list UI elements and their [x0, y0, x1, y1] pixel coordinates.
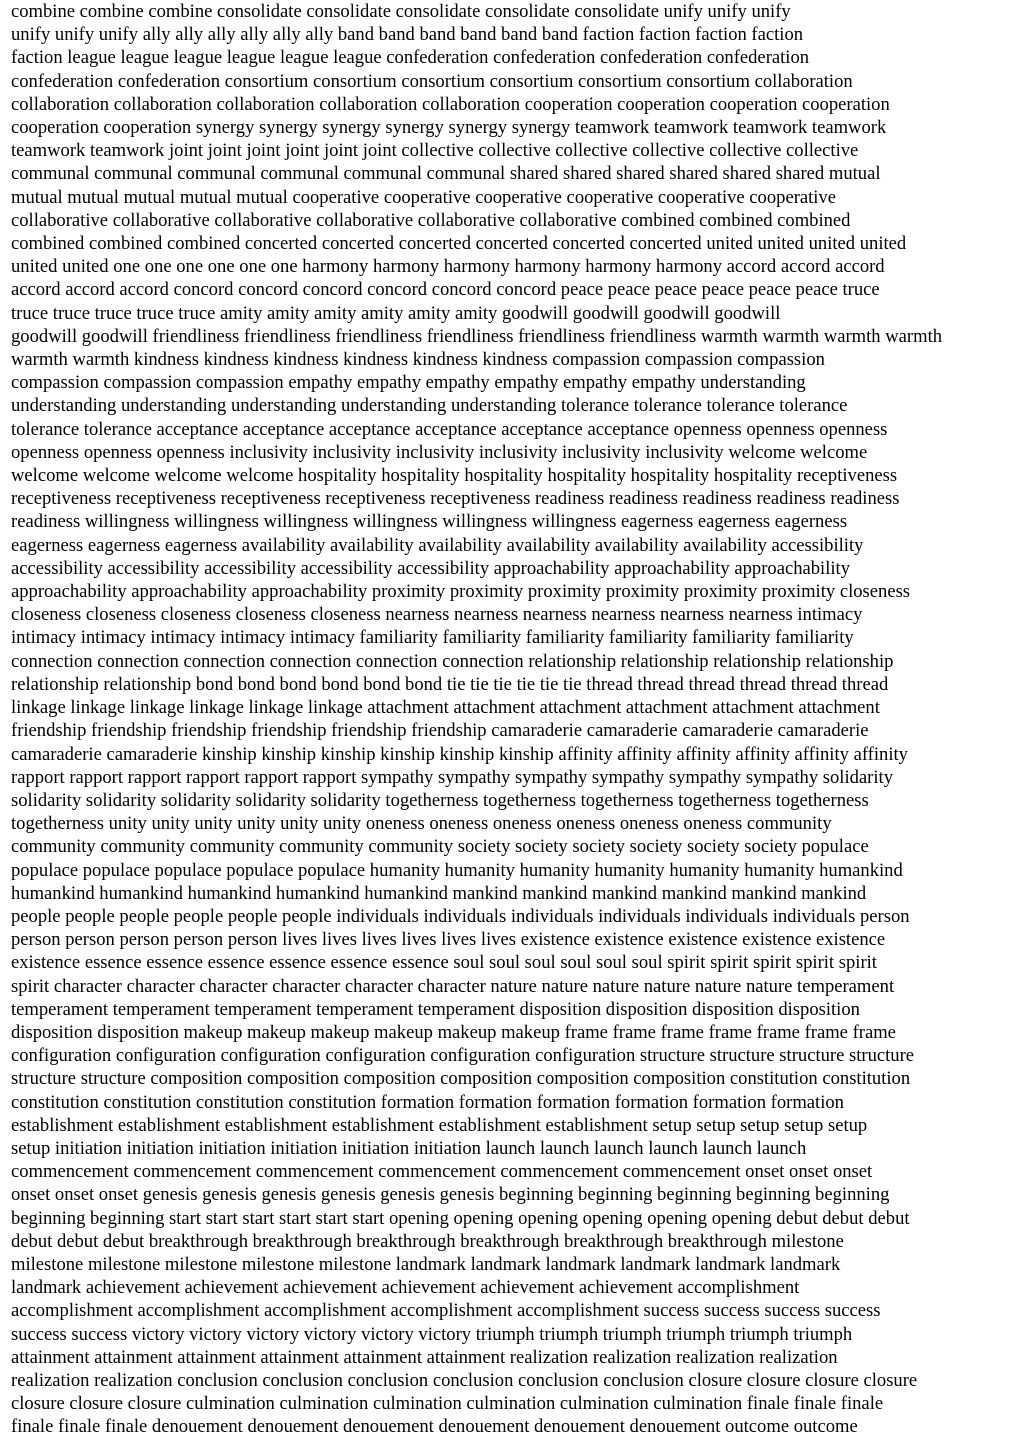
text-line: warmth warmth kindness kindness kindness kindness kindness kindness compassion compassion compassion	[11, 349, 825, 371]
text-line: populace populace populace populace populace humanity humanity humanity humanity humanity humanity humankind	[11, 859, 903, 881]
text-line: milestone milestone milestone milestone milestone landmark landmark landmark landmark landmark landmark	[11, 1253, 841, 1275]
text-line: rapport rapport rapport rapport rapport rapport sympathy sympathy sympathy sympathy sympathy sympathy solidarity	[11, 766, 894, 788]
text-line: camaraderie camaraderie kinship kinship kinship kinship kinship kinship affinity affinity affinity affinity affinity affinity	[11, 743, 908, 765]
text-line: faction league league league league league league confederation confederation confederation confederation	[11, 47, 810, 69]
text-line: humankind humankind humankind humankind humankind mankind mankind mankind mankind mankind mankind	[11, 882, 867, 904]
text-line: success success victory victory victory victory victory victory triumph triumph triumph triumph triumph triumph	[11, 1323, 853, 1345]
text-line: configuration configuration configuration configuration configuration configuration structure structure structure structure	[11, 1045, 915, 1067]
text-line: spirit character character character character character character nature nature nature nature nature nature temperament	[11, 975, 895, 997]
text-line: combine combine combine consolidate consolidate consolidate consolidate consolidate unify unify unify	[11, 1, 791, 22]
text-line: truce truce truce truce truce amity amity amity amity amity amity goodwill goodwill goodwill goodwill	[11, 302, 781, 324]
text-line: friendship friendship friendship friendship friendship friendship camaraderie camaraderie camaraderie camaraderie	[11, 720, 869, 742]
text-line: people people people people people people individuals individuals individuals individuals individuals individuals person	[11, 905, 910, 927]
text-line: united united one one one one one one harmony harmony harmony harmony harmony harmony accord accord accord	[11, 256, 885, 278]
text-line: approachability approachability approachability proximity proximity proximity proximity proximity proximity closeness	[11, 581, 911, 603]
text-line: cooperation cooperation synergy synergy synergy synergy synergy synergy teamwork teamwork teamwork teamwork	[11, 117, 887, 139]
text-line: accomplishment accomplishment accomplishment accomplishment accomplishment success success success success	[11, 1300, 881, 1322]
text-line: landmark achievement achievement achievement achievement achievement achievement accomplishment	[11, 1277, 800, 1299]
text-line: existence essence essence essence essence essence essence soul soul soul soul soul soul spirit spirit spirit spirit spirit	[11, 952, 877, 974]
text-line: collaborative collaborative collaborative collaborative collaborative collaborative combined combined combined	[11, 209, 851, 231]
text-line: collaboration collaboration collaboration collaboration collaboration cooperation cooperation cooperation cooperation	[11, 93, 890, 115]
text-line: intimacy intimacy intimacy intimacy intimacy familiarity familiarity familiarity familiarity familiarity familiarity	[11, 627, 854, 649]
text-line: relationship relationship bond bond bond bond bond bond tie tie tie tie tie tie thread thread thread thread thread thread	[11, 673, 889, 695]
text-line: finale finale finale denouement denouement denouement denouement denouement denouement outcome outcome	[11, 1416, 858, 1438]
text-line: attainment attainment attainment attainment attainment attainment realization realization realization realization	[11, 1346, 838, 1368]
text-line: teamwork teamwork joint joint joint joint joint joint collective collective collective collective collective collective	[11, 140, 859, 162]
text-line: understanding understanding understanding understanding understanding tolerance tolerance tolerance tolerance	[11, 395, 848, 417]
text-line: accord accord accord concord concord concord concord concord concord peace peace peace peace peace peace truce	[11, 279, 880, 301]
text-line: goodwill goodwill friendliness friendliness friendliness friendliness friendliness friendliness warmth warmth warmth warmth	[11, 325, 943, 347]
text-line: constitution constitution constitution constitution formation formation formation formation formation formation	[11, 1091, 844, 1113]
text-line: setup initiation initiation initiation initiation initiation initiation launch launch launch launch launch launch	[11, 1137, 807, 1159]
text-line: structure structure composition composition composition composition composition composition constitution constitution	[11, 1068, 911, 1090]
text-line: temperament temperament temperament temperament temperament disposition disposition disposition disposition	[11, 998, 860, 1020]
text-line: communal communal communal communal communal communal shared shared shared shared shared shared mutual	[11, 163, 881, 185]
text-line: realization realization conclusion conclusion conclusion conclusion conclusion conclusion closure closure closure closure	[11, 1369, 918, 1391]
text-line: openness openness openness inclusivity inclusivity inclusivity inclusivity inclusivity inclusivity welcome welcome	[11, 441, 868, 463]
text-line: disposition disposition makeup makeup makeup makeup makeup makeup frame frame frame frame frame frame frame	[11, 1021, 896, 1043]
text-line: compassion compassion compassion empathy empathy empathy empathy empathy empathy understanding	[11, 372, 806, 394]
text-line: commencement commencement commencement commencement commencement commencement onset onset onset	[11, 1161, 873, 1183]
text-line: connection connection connection connection connection connection relationship relationship relationship relationship	[11, 650, 894, 672]
text-line: establishment establishment establishment establishment establishment establishment setup setup setup setup setup	[11, 1114, 868, 1136]
text-line: receptiveness receptiveness receptiveness receptiveness receptiveness readiness readiness readiness readiness readiness	[11, 488, 900, 510]
text-line: solidarity solidarity solidarity solidarity solidarity togetherness togetherness togetherness togetherness togetherness	[11, 789, 869, 811]
text-line: welcome welcome welcome welcome hospitality hospitality hospitality hospitality hospitality hospitality receptiveness	[11, 465, 898, 487]
text-line: eagerness eagerness eagerness availability availability availability availability availability availability accessibility	[11, 534, 864, 556]
text-line: confederation confederation consortium consortium consortium consortium consortium consortium collaboration	[11, 70, 853, 92]
text-line: community community community community community society society society society society society populace	[11, 836, 869, 858]
text-line: closure closure closure culmination culmination culmination culmination culmination culmination finale finale finale	[11, 1393, 884, 1415]
text-line: readiness willingness willingness willingness willingness willingness willingness eagerness eagerness eagerness	[11, 511, 848, 533]
text-line: accessibility accessibility accessibility accessibility accessibility approachability approachability approachability	[11, 557, 851, 579]
text-line: beginning beginning start start start start start start opening opening opening opening opening opening debut debut debut	[11, 1207, 910, 1229]
text-line: debut debut debut breakthrough breakthrough breakthrough breakthrough breakthrough breakthrough milestone	[11, 1230, 844, 1252]
text-line: combined combined combined concerted concerted concerted concerted concerted concerted united united united united	[11, 233, 907, 255]
text-line: togetherness unity unity unity unity unity unity oneness oneness oneness oneness oneness oneness community	[11, 813, 832, 835]
text-line: linkage linkage linkage linkage linkage linkage attachment attachment attachment attachment attachment attachment	[11, 697, 880, 719]
text-line: tolerance tolerance acceptance acceptance acceptance acceptance acceptance acceptance openness openness openness	[11, 418, 888, 440]
text-line: person person person person person lives lives lives lives lives lives existence existence existence existence existence	[11, 929, 886, 951]
text-line: unify unify unify ally ally ally ally ally ally band band band band band band faction faction faction faction	[11, 24, 804, 46]
text-line: onset onset onset genesis genesis genesis genesis genesis genesis beginning beginning beginning beginning beginning	[11, 1184, 890, 1206]
text-line: closeness closeness closeness closeness closeness nearness nearness nearness nearness nearness nearness intimacy	[11, 604, 863, 626]
text-line: mutual mutual mutual mutual mutual cooperative cooperative cooperative cooperative cooperative cooperative	[11, 186, 837, 208]
